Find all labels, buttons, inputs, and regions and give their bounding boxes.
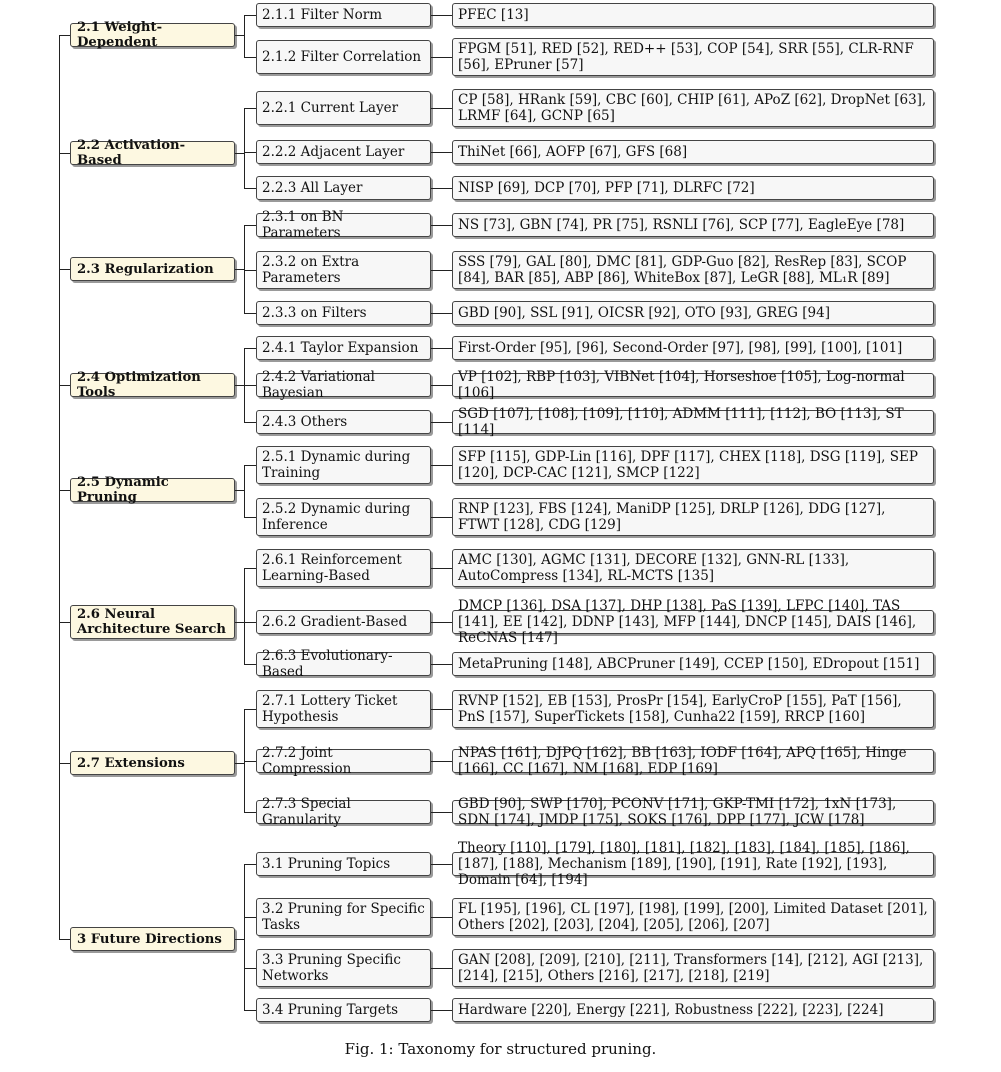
subsection-label: 2.7.3 Special Granularity xyxy=(262,796,351,828)
subsection-label: 2.7.1 Lottery Ticket Hypothesis xyxy=(262,693,398,725)
connector-line xyxy=(244,57,256,58)
subsection-node xyxy=(256,498,431,536)
connector-line xyxy=(244,622,256,623)
connector-line xyxy=(431,108,452,109)
connector-line xyxy=(244,864,256,865)
connector-line xyxy=(244,864,245,1011)
method-list xyxy=(452,690,934,728)
subsection-node xyxy=(256,176,431,200)
subsection-label: 2.5.2 Dynamic during Inference xyxy=(262,501,411,533)
connector-line xyxy=(235,35,244,36)
subsection-label: 2.7.2 Joint Compression xyxy=(262,745,352,777)
method-list-text: DMCP [136], DSA [137], DHP [138], PaS [139], LFPC [140], TAS [141], EE [142], DDNP [143], MFP [144], DNCP [145], DAIS [146], ReCNAS [147] xyxy=(458,598,917,646)
method-list xyxy=(452,369,934,401)
subsection-label: 2.6.3 Evolutionary-Based xyxy=(262,648,393,680)
method-list xyxy=(452,251,934,289)
connector-line xyxy=(235,490,244,491)
subsection-label: 2.5.1 Dynamic during Training xyxy=(262,449,411,481)
section-node xyxy=(70,20,235,50)
subsection-node xyxy=(256,998,431,1022)
connector-line xyxy=(244,313,256,314)
method-list xyxy=(452,840,934,888)
subsection-node xyxy=(256,336,431,360)
section-node xyxy=(70,138,235,168)
method-list-text: MetaPruning [148], ABCPruner [149], CCEP [150], EDropout [151] xyxy=(458,656,920,672)
connector-line xyxy=(244,188,256,189)
subsection-node xyxy=(256,301,431,325)
connector-line xyxy=(244,108,256,109)
method-list-text: RNP [123], FBS [124], ManiDP [125], DRLP [126], DDG [127], FTWT [128], CDG [129] xyxy=(458,501,886,533)
connector-line xyxy=(244,761,256,762)
section-node xyxy=(70,605,235,639)
method-list xyxy=(452,745,934,777)
section-label: 2.5 Dynamic Pruning xyxy=(77,475,169,505)
connector-line xyxy=(244,385,256,386)
subsection-label: 2.3.1 on BN Parameters xyxy=(262,209,344,241)
connector-line xyxy=(431,761,452,762)
method-list xyxy=(452,898,934,936)
section-label: 2.1 Weight-Dependent xyxy=(77,20,163,50)
connector-line xyxy=(431,313,452,314)
subsection-label: 3.3 Pruning Specific Networks xyxy=(262,952,401,984)
method-list-text: GAN [208], [209], [210], [211], Transformers [14], [212], AGI [213], [214], [215], Others [216], [217], [218], [219] xyxy=(458,952,924,984)
method-list xyxy=(452,446,934,484)
connector-line xyxy=(59,35,60,940)
connector-line xyxy=(244,968,256,969)
section-label: 2.4 Optimization Tools xyxy=(77,370,201,400)
section-node xyxy=(70,257,235,281)
connector-line xyxy=(244,225,256,226)
connector-line xyxy=(244,465,256,466)
method-list xyxy=(452,176,934,200)
method-list xyxy=(452,549,934,587)
method-list xyxy=(452,140,934,164)
subsection-label: 2.4.2 Variational Bayesian xyxy=(262,369,375,401)
method-list-text: Theory [110], [179], [180], [181], [182], [183], [184], [185], [186], [187], [188], Mechanism [189], [190], [191], Rate [192], [193], Domain [64], [194] xyxy=(458,840,910,888)
method-list-text: PFEC [13] xyxy=(458,7,529,23)
method-list xyxy=(452,598,934,646)
connector-line xyxy=(431,15,452,16)
subsection-label: 3.4 Pruning Targets xyxy=(262,1002,399,1018)
section-node xyxy=(70,370,235,400)
connector-line xyxy=(431,188,452,189)
subsection-node xyxy=(256,898,431,936)
method-list xyxy=(452,336,934,360)
subsection-label: 2.4.3 Others xyxy=(262,414,348,430)
subsection-label: 2.3.2 on Extra Parameters xyxy=(262,254,360,286)
method-list-text: NISP [69], DCP [70], PFP [71], DLRFC [72] xyxy=(458,180,755,196)
section-label: 2.6 Neural Architecture Search xyxy=(77,607,226,637)
subsection-node xyxy=(256,852,431,876)
method-list-text: First-Order [95], [96], Second-Order [97], [98], [99], [100], [101] xyxy=(458,340,903,356)
subsection-label: 2.2.1 Current Layer xyxy=(262,100,399,116)
connector-line xyxy=(59,939,70,940)
section-node xyxy=(70,927,235,951)
connector-line xyxy=(244,108,245,189)
subsection-node xyxy=(256,745,431,777)
connector-line xyxy=(431,812,452,813)
subsection-label: 2.3.3 on Filters xyxy=(262,305,367,321)
connector-line xyxy=(431,622,452,623)
method-list xyxy=(452,38,934,76)
method-list-text: SGD [107], [108], [109], [110], ADMM [111], [112], BO [113], ST [114] xyxy=(458,406,904,438)
subsection-node xyxy=(256,140,431,164)
method-list-text: GBD [90], SWP [170], PCONV [171], GKP-TMI [172], 1xN [173], SDN [174], JMDP [175], SOKS [176], DPP [177], JCW [178] xyxy=(458,796,897,828)
section-label: 2.2 Activation-Based xyxy=(77,138,186,168)
connector-line xyxy=(244,917,256,918)
subsection-node xyxy=(256,40,431,74)
connector-line xyxy=(431,568,452,569)
connector-line xyxy=(244,348,256,349)
connector-line xyxy=(244,517,256,518)
section-label: 3 Future Directions xyxy=(77,931,222,947)
connector-line xyxy=(235,939,244,940)
method-list-text: SFP [115], GDP-Lin [116], DPF [117], CHEX [118], DSG [119], SEP [120], DCP-CAC [121], SMCP [122] xyxy=(458,449,918,481)
connector-line xyxy=(244,152,256,153)
subsection-label: 2.1.1 Filter Norm xyxy=(262,7,382,23)
method-list xyxy=(452,213,934,237)
subsection-node xyxy=(256,690,431,728)
connector-line xyxy=(235,269,244,270)
subsection-label: 2.1.2 Filter Correlation xyxy=(262,49,422,65)
method-list-text: RVNP [152], EB [153], ProsPr [154], EarlyCroP [155], PaT [156], PnS [157], SuperTickets [158], Cunha22 [159], RRCP [160] xyxy=(458,693,902,725)
subsection-label: 2.6.1 Reinforcement Learning-Based xyxy=(262,552,402,584)
connector-line xyxy=(431,348,452,349)
connector-line xyxy=(235,153,244,154)
connector-line xyxy=(244,422,256,423)
method-list-text: NPAS [161], DJPQ [162], BB [163], IODF [164], APQ [165], Hinge [166], CC [167], NM [168], EDP [169] xyxy=(458,745,907,777)
connector-line xyxy=(431,152,452,153)
subsection-node xyxy=(256,796,431,828)
subsection-node xyxy=(256,648,431,680)
method-list-text: SSS [79], GAL [80], DMC [81], GDP-Guo [82], ResRep [83], SCOP [84], BAR [85], ABP [86], WhiteBox [87], LeGR [88], ML₁R [89] xyxy=(458,254,907,286)
connector-line xyxy=(244,15,256,16)
section-node xyxy=(70,475,235,505)
connector-line xyxy=(244,664,256,665)
connector-line xyxy=(431,864,452,865)
connector-line xyxy=(431,917,452,918)
connector-line xyxy=(235,622,244,623)
subsection-node xyxy=(256,949,431,987)
connector-line xyxy=(431,664,452,665)
method-list-text: Hardware [220], Energy [221], Robustness [222], [223], [224] xyxy=(458,1002,884,1018)
subsection-label: 2.2.2 Adjacent Layer xyxy=(262,144,405,160)
method-list xyxy=(452,3,934,27)
subsection-node xyxy=(256,251,431,289)
connector-line xyxy=(244,709,256,710)
connector-line xyxy=(431,968,452,969)
section-label: 2.3 Regularization xyxy=(77,261,214,277)
connector-line xyxy=(431,465,452,466)
connector-line xyxy=(235,385,244,386)
subsection-label: 3.2 Pruning for Specific Tasks xyxy=(262,901,425,933)
subsection-label: 2.2.3 All Layer xyxy=(262,180,363,196)
subsection-label: 2.4.1 Taylor Expansion xyxy=(262,340,419,356)
connector-line xyxy=(244,812,256,813)
connector-line xyxy=(59,153,70,154)
connector-line xyxy=(431,422,452,423)
subsection-node xyxy=(256,209,431,241)
method-list xyxy=(452,998,934,1022)
connector-line xyxy=(59,35,70,36)
connector-line xyxy=(235,763,244,764)
connector-line xyxy=(431,270,452,271)
method-list-text: AMC [130], AGMC [131], DECORE [132], GNN-RL [133], AutoCompress [134], RL-MCTS [135] xyxy=(458,552,850,584)
subsection-node xyxy=(256,3,431,27)
method-list-text: GBD [90], SSL [91], OICSR [92], OTO [93], GREG [94] xyxy=(458,305,830,321)
subsection-node xyxy=(256,610,431,634)
method-list xyxy=(452,406,934,438)
connector-line xyxy=(59,763,70,764)
connector-line xyxy=(431,709,452,710)
connector-line xyxy=(244,465,245,518)
method-list xyxy=(452,301,934,325)
section-label: 2.7 Extensions xyxy=(77,755,185,771)
connector-line xyxy=(244,270,256,271)
method-list-text: CP [58], HRank [59], CBC [60], CHIP [61], APoZ [62], DropNet [63], LRMF [64], GCNP [65] xyxy=(458,92,927,124)
method-list-text: VP [102], RBP [103], VIBNet [104], Horseshoe [105], Log-normal [106] xyxy=(458,369,905,401)
method-list xyxy=(452,89,934,127)
method-list-text: FL [195], [196], CL [197], [198], [199], [200], Limited Dataset [201], Others [202], [203], [204], [205], [206], [207] xyxy=(458,901,928,933)
subsection-label: 2.6.2 Gradient-Based xyxy=(262,614,408,630)
connector-line xyxy=(431,1010,452,1011)
method-list xyxy=(452,949,934,987)
connector-line xyxy=(431,385,452,386)
method-list xyxy=(452,796,934,828)
figure-caption: Fig. 1: Taxonomy for structured pruning. xyxy=(344,1040,657,1058)
connector-line xyxy=(244,1010,256,1011)
method-list xyxy=(452,498,934,536)
connector-line xyxy=(431,225,452,226)
subsection-node xyxy=(256,549,431,587)
connector-line xyxy=(244,568,256,569)
connector-line xyxy=(59,269,70,270)
method-list-text: FPGM [51], RED [52], RED++ [53], COP [54], SRR [55], CLR-RNF [56], EPruner [57] xyxy=(458,41,914,73)
connector-line xyxy=(59,622,70,623)
method-list xyxy=(452,652,934,676)
subsection-label: 3.1 Pruning Topics xyxy=(262,856,391,872)
method-list-text: NS [73], GBN [74], PR [75], RSNLI [76], SCP [77], EagleEye [78] xyxy=(458,217,905,233)
connector-line xyxy=(59,490,70,491)
connector-line xyxy=(244,568,245,665)
subsection-node xyxy=(256,410,431,434)
connector-line xyxy=(431,57,452,58)
connector-line xyxy=(59,385,70,386)
subsection-node xyxy=(256,91,431,125)
subsection-node xyxy=(256,446,431,484)
subsection-node xyxy=(256,369,431,401)
method-list-text: ThiNet [66], AOFP [67], GFS [68] xyxy=(458,144,688,160)
section-node xyxy=(70,751,235,775)
connector-line xyxy=(431,517,452,518)
connector-line xyxy=(244,15,245,58)
